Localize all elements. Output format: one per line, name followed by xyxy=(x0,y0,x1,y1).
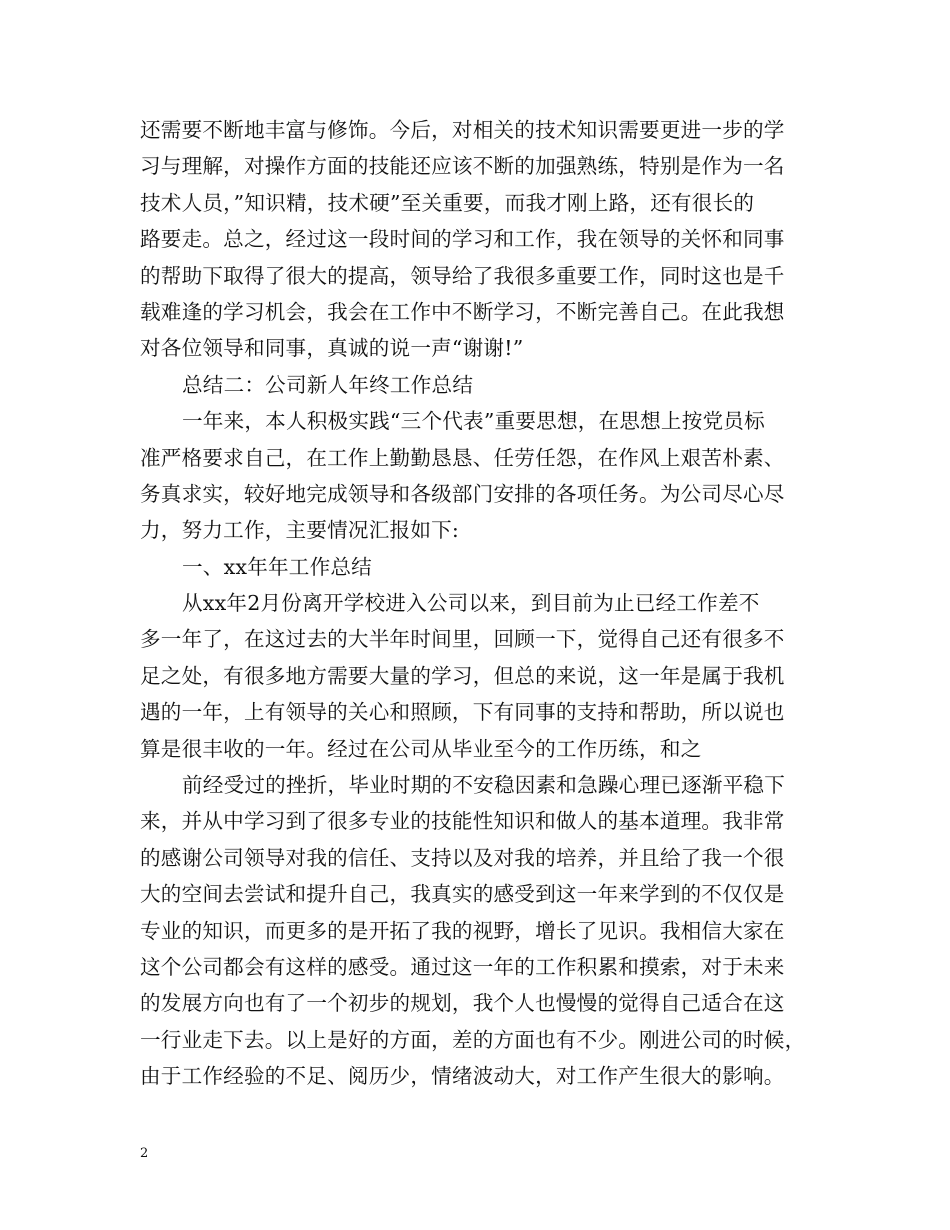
page-number: 2 xyxy=(140,1146,149,1161)
document-body xyxy=(140,112,812,1095)
text-line: 从xx年2月份离开学校进入公司以来，到目前为止已经工作差不 xyxy=(182,591,760,616)
text-line: 准严格要求自己，在工作上勤勤恳恳、任劳任怨，在作风上艰苦朴素、 xyxy=(140,445,785,470)
text-line: 遇的一年，上有领导的关心和照顾，下有同事的支持和帮助，所以说也 xyxy=(140,700,785,725)
text-line: 前经受过的挫折，毕业时期的不安稳因素和急躁心理已逐渐平稳下 xyxy=(182,773,786,798)
text-line: 技术人员，”知识精，技术硬”至关重要，而我才刚上路，还有很长的 xyxy=(140,190,755,215)
text-line: 大的空间去尝试和提升自己，我真实的感受到这一年来学到的不仅仅是 xyxy=(140,882,785,907)
text-line: 专业的知识，而更多的是开拓了我的视野，增长了见识。我相信大家在 xyxy=(140,918,785,943)
text-line: 由于工作经验的不足、阅历少，情绪波动大，对工作产生很大的影响。 xyxy=(140,1064,785,1089)
text-line: 载难逢的学习机会，我会在工作中不断学习，不断完善自己。在此我想 xyxy=(140,299,785,324)
text-line: 这个公司都会有这样的感受。通过这一年的工作积累和摸索，对于未来 xyxy=(140,954,785,979)
text-line: 一年来，本人积极实践“三个代表”重要思想，在思想上按党员标 xyxy=(182,409,765,434)
text-line: 算是很丰收的一年。经过在公司从毕业至今的工作历练，和之 xyxy=(140,736,702,761)
text-line: 总结二：公司新人年终工作总结 xyxy=(182,372,474,397)
text-line: 多一年了，在这过去的大半年时间里，回顾一下，觉得自己还有很多不 xyxy=(140,627,785,652)
text-line: 的感谢公司领导对我的信任、支持以及对我的培养，并且给了我一个很 xyxy=(140,845,785,870)
text-line: 一、xx年年工作总结 xyxy=(182,554,372,579)
text-line: 路要走。总之，经过这一段时间的学习和工作，我在领导的关怀和同事 xyxy=(140,227,785,252)
text-line: 一行业走下去。以上是好的方面，差的方面也有不少。刚进公司的时候， xyxy=(140,1027,806,1052)
text-line: 的发展方向也有了一个初步的规划，我个人也慢慢的觉得自己适合在这 xyxy=(140,991,785,1016)
text-line: 来，并从中学习到了很多专业的技能性知识和做人的基本道理。我非常 xyxy=(140,809,785,834)
text-line: 足之处，有很多地方需要大量的学习，但总的来说，这一年是属于我机 xyxy=(140,663,785,688)
text-line: 还需要不断地丰富与修饰。今后，对相关的技术知识需要更进一步的学 xyxy=(140,118,785,142)
text-line: 习与理解，对操作方面的技能还应该不断的加强熟练，特别是作为一名 xyxy=(140,154,785,179)
text-line: 务真求实，较好地完成领导和各级部门安排的各项任务。为公司尽心尽 xyxy=(140,481,785,506)
text-line: 对各位领导和同事，真诚的说一声“谢谢!” xyxy=(140,336,524,361)
text-line: 的帮助下取得了很大的提高，领导给了我很多重要工作，同时这也是千 xyxy=(140,263,785,288)
text-line: 力，努力工作，主要情况汇报如下: xyxy=(140,518,460,543)
